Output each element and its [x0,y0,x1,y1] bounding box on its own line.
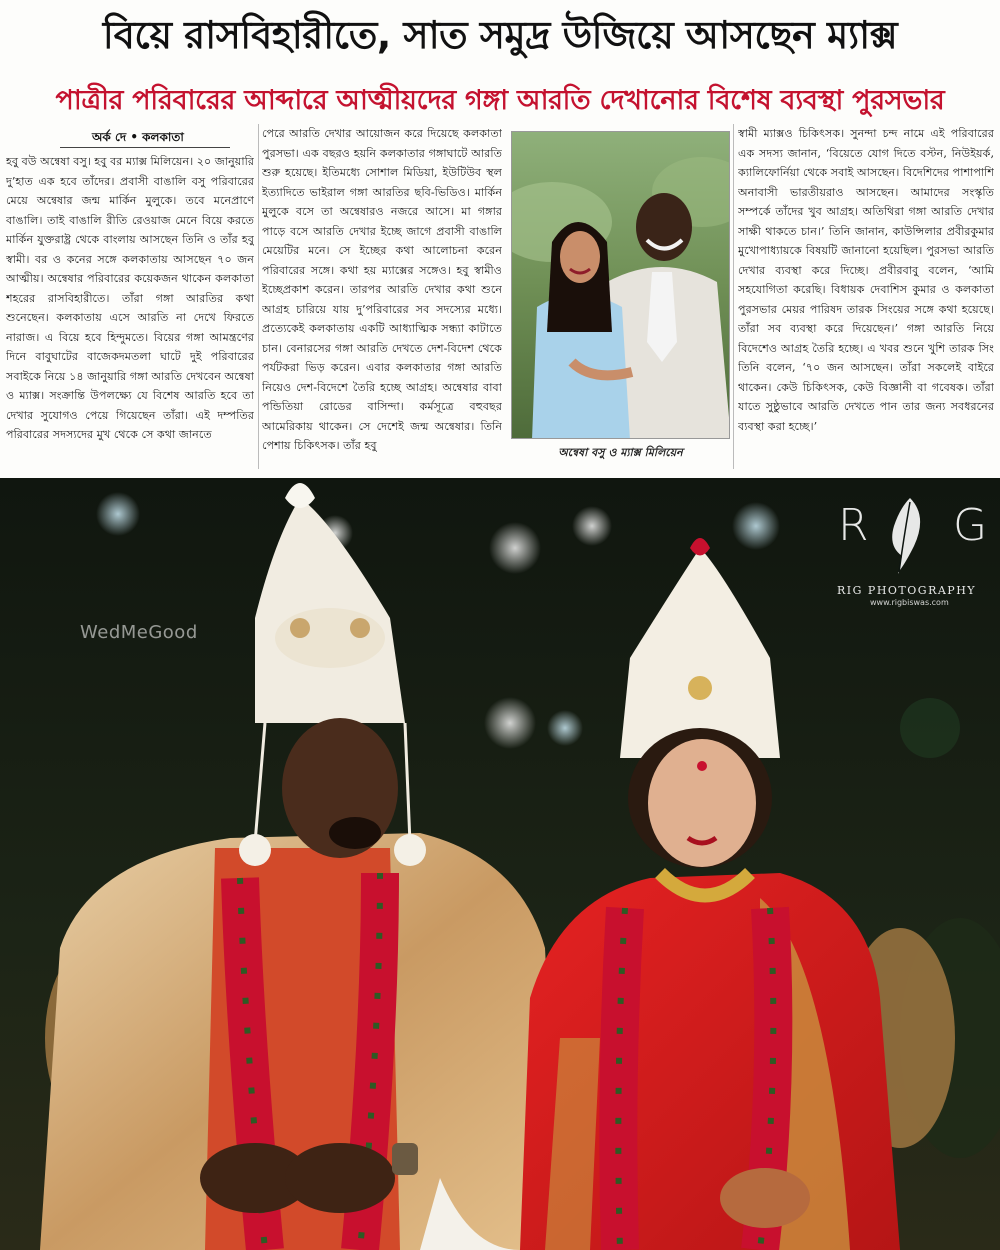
rig-logo-r: R [838,500,869,551]
rig-photography-url: www.rigbiswas.com [870,598,949,607]
article-column-1: হবু বউ অন্বেষা বসু। হবু বর ম্যাক্স মিলিয়েন। ২০ জানুয়ারি দু’হাত এক হবে তাঁদের। প্রবাসী বাঙালি বসু পরিবারের মেয়ে অন্বেষার জন্ম মার্কিন মুলুকে। তবে মনেপ্রাণে বাঙালি। তাই বাঙালি রীতি রেওয়াজ মেনে বিয়ে করতে মার্কিন যুক্তরাষ্ট্র থেকে বাংলায় আসছেন তিনি ও তাঁর হবু স্বামী। বর ও কনের সঙ্গে কলকাতায় আসছেন ৭০ জন আত্মীয়। অন্বেষার পরিবারের কয়েকজন থাকেন কলকাতা শহরের রাসবিহারীতে। তাঁরা গঙ্গা আরতির কথা শুনেছেন। কলকাতায় এসে আরতি না দেখে ফিরতে নারাজ। এ বিয়ে হবে হিন্দুমতে। বিয়ের গঙ্গা আমন্ত্রণের দিনে বাবুঘাটের বাজেকদমতলা ঘাটে দুই পরিবারের সবাইকে নিয়ে ১৪ জানুয়ারি গঙ্গা আরতি দেখবেন অন্বেষা ও ম্যাক্স। সংক্রান্তি উপলক্ষ্যে যে বিশেষ আরতি হবে তা দেখার সুযোগও পেয়ে গিয়েছেন তাঁরা। এই দম্পতির পরিবারের সদস্যদের মুখ থেকে সে কথা জানতে [6,155,254,441]
couple-portrait-photo [511,131,730,439]
byline: অর্ক দে • কলকাতা [92,130,184,144]
article-column-2: পেরে আরতি দেখার আয়োজন করে দিয়েছে কলকাতা পুরসভা। এক বছরও হয়নি কলকাতার গঙ্গাঘাটে আরতি শুরু হয়েছে। ইতিমধ্যে সোশাল মিডিয়া, ইউটিউব স্থল ইত্যাদিতে ভাইরাল গঙ্গা আরতির ছবি-ভিডিও। মার্কিন মুলুকে বসে তা অন্বেষারও নজরে আসে। মা গঙ্গার পাড়ে বসে আরতি দেখার ইচ্ছে জাগে প্রবাসী বাঙালি মেয়েটির মনে। সে ইচ্ছের কথা আলোচনা করেন পরিবারের সঙ্গে। কথা হয় ম্যাক্সের সঙ্গেও। হবু স্বামীও ইচ্ছেপ্রকাশ করেন। তারপর আরতি দেখার কথা শুনে আগ্রহ চারিয়ে যায় দু’পরিবারের সব সদস্যের মধ্যে। প্রত্যেকেই কলকাতায় একটি আধ্যাত্মিক সন্ধ্যা কাটাতে চান। বেনারসের গঙ্গা আরতি দেখতে দেশ-বিদেশ থেকে পর্যটকরা ভিড় করেন। এবার কলকাতার গঙ্গা আরতি নিয়েও দেশ-বিদেশে তৈরি হচ্ছে আগ্রহ। অন্বেষার বাবা পন্ডিতিয়া রোডের বাসিন্দা। কর্মসূত্রে বহুবছর আমেরিকায় থাকেন। সে দেশেই জন্ম অন্বেষার। তিনি পেশায় চিকিৎসক। তাঁর হবু [262,127,502,452]
headline: বিয়ে রাসবিহারীতে, সাত সমুদ্র উজিয়ে আসছেন ম্যাক্স [102,13,898,57]
subheadline: পাত্রীর পরিবারের আব্দারে আত্মীয়দের গঙ্গা আরতি দেখানোর বিশেষ ব্যবস্থা পুরসভার [55,85,945,116]
byline-divider [60,147,230,148]
newspaper-clipping [0,0,1000,478]
article-column-3: স্বামী ম্যাক্সও চিকিৎসক। সুনন্দা চন্দ নামে এই পরিবারের এক সদস্য জানান, ‘বিয়েতে যোগ দিতে বস্টন, নিউইয়র্ক, ক্যালিফোর্নিয়া থেকে সবাই আসছেন। বিদেশিদের পাশাপাশি অনাবাসী ভারতীয়রাও আসছেন। আমাদের সংস্কৃতি সম্পর্কে তাঁদের খুব আগ্রহ। অতিথিরা গঙ্গা আরতি দেখার সাক্ষী থাকতে চান।’ তিনি জানান, কাউন্সিলার প্রবীরকুমার মুখোপাধ্যায়কে বিষয়টি জানানো হয়েছিল। পুরসভা আরতি দেখার ব্যবস্থা করে দিচ্ছে। প্রবীরবাবু বলেন, ‘আমি সহযোগিতা করেছি। বিধায়ক দেবাশিস কুমার ও কলকাতা পুরসভার মেয়র পারিষদ তারক সিংয়ের সঙ্গে কথা হয়েছে। তাঁরা সব ব্যবস্থা করে দিয়েছেন।’ গঙ্গা আরতি নিয়ে বিদেশেও আগ্রহ তৈরি হচ্ছে। এ খবর শুনে খুশি তারক সিং তিনি বলেন, ‘৭০ জন আসছেন। তাঁরা সকলেই বাইরে থাকেন। কেউ চিকিৎসক, কেউ বিজ্ঞানী বা গবেষক। তাঁরা যাতে সুষ্ঠুভাবে আরতি দেখতে পান তার জন্য সবধরনের ব্যবস্থা করা হচ্ছে।’ [738,127,994,433]
rig-photography-brand: RIG PHOTOGRAPHY [837,584,977,597]
column-divider [733,124,734,469]
wedding-photo [0,478,1000,1250]
rig-logo-g: G [953,500,988,551]
photo-caption: অন্বেষা বসু ও ম্যাক্স মিলিয়েন [558,446,683,459]
feather-icon [880,496,930,576]
column-divider [258,124,259,469]
wedmegood-watermark: WedMeGood [80,622,198,643]
